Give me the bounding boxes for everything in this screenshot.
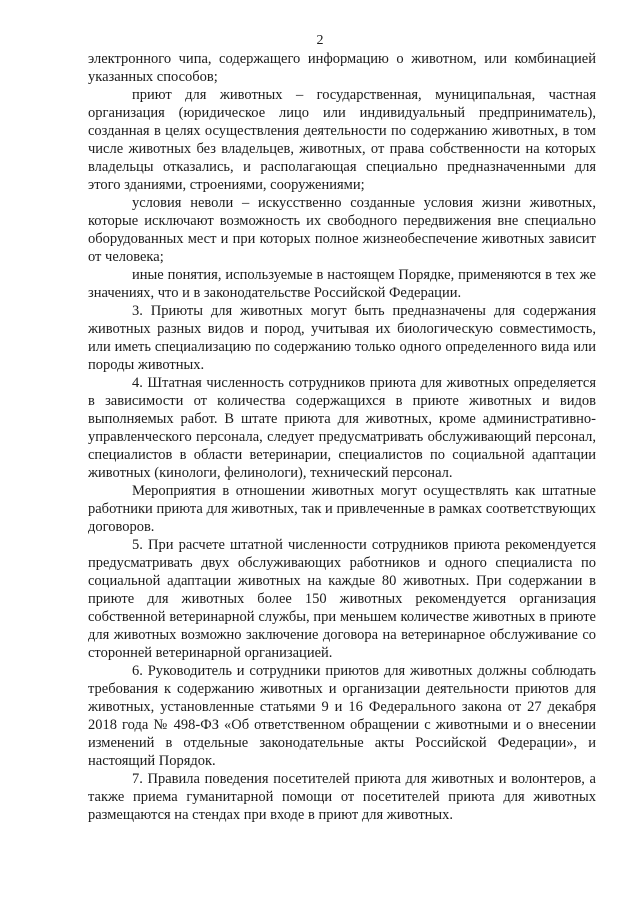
paragraph-item-4: 4. Штатная численность сотрудников приюта для животных определяется в зависимости от количества содержащихся в приюте животных и видов выполняемых работ. В штате приюта для животных, кроме административно-управленческого персонала, следует предусматривать обслуживающий персонал, специалистов в области ветеринарии, специалистов по социальной адаптации животных (кинологи, фелинологи), технический персонал. — [88, 375, 596, 481]
paragraph-item-4-activities: Мероприятия в отношении животных могут осуществлять как штатные работники приюта для животных, так и привлеченные в рамках соответствующих договоров. — [88, 483, 596, 535]
page-number: 2 — [316, 33, 324, 48]
paragraph-shelter-definition: приют для животных – государственная, муниципальная, частная организация (юридическое лицо или индивидуальный предприниматель), созданная в целях осуществления деятельности по содержанию животных, в том числе животных без владельцев, животных, от права собственности на которых владельцы отказались, и располагающая специально предназначенными для этого зданиями, строениями, сооружениями; — [88, 87, 596, 193]
paragraph-item-7: 7. Правила поведения посетителей приюта для животных и волонтеров, а также приема гуманитарной помощи от посетителей приюта для животных размещаются на стендах при входе в приют для животных. — [88, 771, 596, 823]
paragraph-captivity-definition: условия неволи – искусственно созданные условия жизни животных, которые исключают возможность их свободного передвижения вне специально оборудованных мест и при которых полное жизнеобеспечение животных зависит от человека; — [88, 195, 596, 265]
paragraph-item-3: 3. Приюты для животных могут быть предназначены для содержания животных разных видов и пород, учитывая их биологическую совместимость, или иметь специализацию по содержанию только одного определенного вида или породы животных. — [88, 303, 596, 373]
paragraph-item-6: 6. Руководитель и сотрудники приютов для животных должны соблюдать требования к содержанию животных и организации деятельности приютов для животных, установленные статьями 9 и 16 Федерального закона от 27 декабря 2018 года № 498-ФЗ «Об ответственном обращении с животными и о внесении изменений в отдельные законодательные акты Российской Федерации», и настоящий Порядок. — [88, 663, 596, 769]
paragraph-item-5: 5. При расчете штатной численности сотрудников приюта рекомендуется предусматривать двух обслуживающих работников и одного специалиста по социальной адаптации животных на каждые 80 животных. При содержании в приюте для животных более 150 животных рекомендуется организация собственной ветеринарной службы, при меньшем количестве животных в приюте для животных возможно заключение договора на ветеринарное обслуживание со сторонней ветеринарной организацией. — [88, 537, 596, 661]
paragraph-chip-continuation: электронного чипа, содержащего информацию о животном, или комбинацией указанных способов; — [88, 51, 596, 85]
paragraph-other-terms: иные понятия, используемые в настоящем Порядке, применяются в тех же значениях, что и в законодательстве Российской Федерации. — [88, 267, 596, 301]
document-body — [88, 50, 596, 824]
